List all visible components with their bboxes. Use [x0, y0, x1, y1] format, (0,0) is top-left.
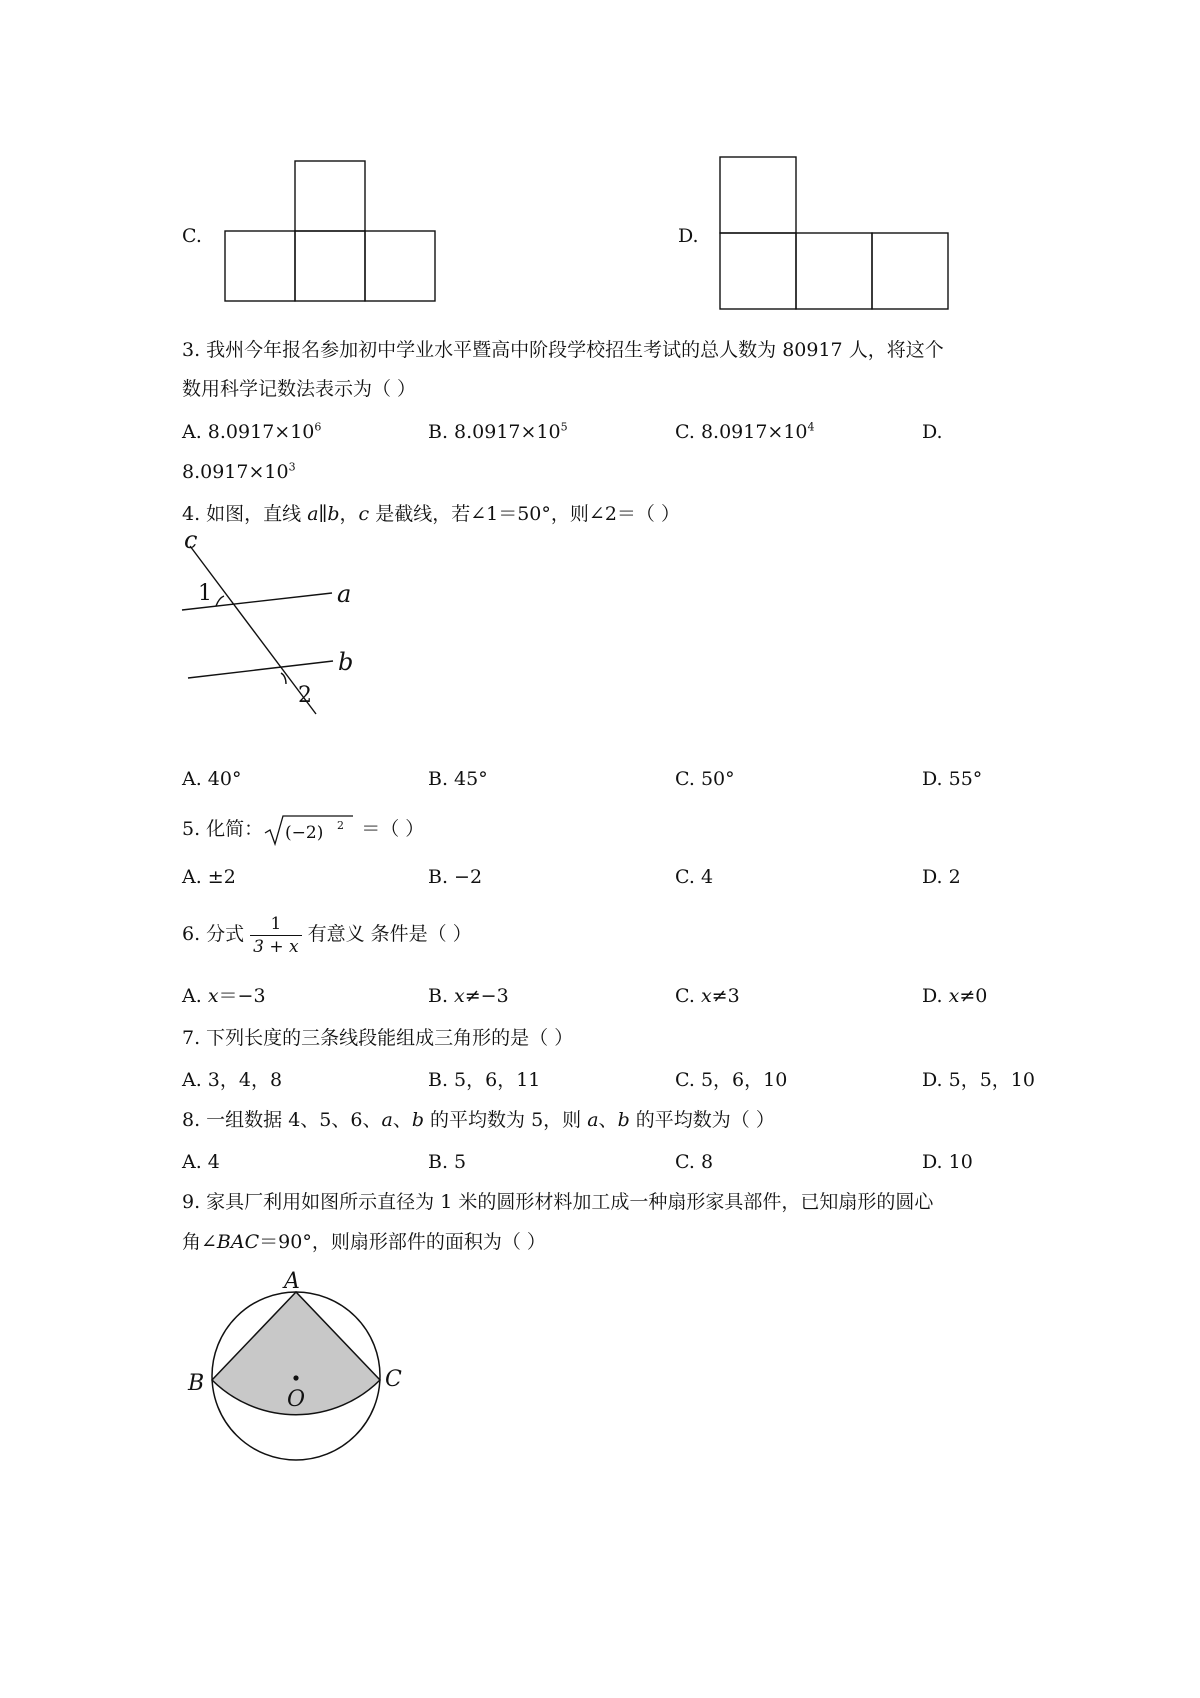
q5-option-c: C. 4: [675, 866, 714, 888]
q9-text-line1: 9. 家具厂利用如图所示直径为 1 米的圆形材料加工成一种扇形家具部件，已知扇形的圆心: [182, 1191, 934, 1213]
q3-option-d-exponent: 3: [288, 460, 296, 474]
label-B: B: [188, 1371, 205, 1396]
q6-option-a: A. x＝−3: [182, 985, 266, 1007]
line-b: [188, 661, 333, 678]
q3-option-c: C. $8.0917\times 10^4$: [675, 420, 815, 443]
angle-1-arc: [216, 596, 224, 606]
q5-option-a: A. ±2: [182, 866, 236, 888]
q3-option-c-exponent: 4: [807, 420, 815, 434]
q9-circle-sector-figure: [182, 1266, 422, 1476]
q7-option-d: D. 5，5，10: [922, 1069, 1035, 1091]
q5-option-b: B. −2: [428, 866, 483, 888]
q6-option-d: D. x≠0: [922, 985, 988, 1007]
label-b: b: [338, 648, 354, 676]
q6-fraction: [250, 913, 301, 958]
q3-option-d-label: D.: [922, 421, 943, 443]
svg-text:(−2): (−2): [285, 823, 324, 843]
net-figure-c: [220, 158, 440, 304]
q4-option-a: A. 40°: [182, 768, 242, 790]
q3-option-a: A. $8.0917\times 10^6$: [182, 420, 322, 443]
label-1: 1: [198, 581, 212, 606]
q6-denominator: 3 + x: [253, 936, 299, 957]
net-c-top-square: [295, 161, 365, 231]
q6-option-b: B. x≠−3: [428, 985, 509, 1007]
q8-text: 8. 一组数据 4、5、6、a、b 的平均数为 5，则 a、b 的平均数为（ ）: [182, 1109, 775, 1131]
q8-option-a: A. 4: [182, 1151, 220, 1173]
q6-text: 6. 分式 $\frac{1}{3 + x}$ 有意义 条件是（ ）: [182, 913, 472, 957]
q3-text-line2: 数用科学记数法表示为（ ）: [182, 378, 417, 400]
label-O: O: [287, 1387, 306, 1412]
q4-option-d: D. 55°: [922, 768, 983, 790]
q4-text: 4. 如图，直线 a∥b，c 是截线，若∠1＝50°，则∠2＝（ ）: [182, 503, 680, 525]
q7-text: 7. 下列长度的三条线段能组成三角形的是（ ）: [182, 1027, 574, 1049]
angle-2-arc: [281, 673, 286, 684]
net-c-left-square: [225, 231, 295, 301]
q6-numerator: 1: [250, 913, 301, 936]
label-A: A: [284, 1269, 300, 1294]
label-C: C: [385, 1367, 402, 1392]
q6-option-c: C. x≠3: [675, 985, 740, 1007]
net-c-middle-square: [295, 231, 365, 301]
net-c-right-square: [365, 231, 435, 301]
q3-option-a-exponent: 6: [314, 420, 322, 434]
q9-text-line2: 角∠BAC＝90°，则扇形部件的面积为（ ）: [182, 1231, 546, 1253]
net-figure-d: [714, 153, 954, 313]
q5-radical-sign: [263, 813, 355, 847]
q8-option-b: B. 5: [428, 1151, 467, 1173]
q3-option-b-exponent: 5: [560, 420, 568, 434]
label-c: c: [184, 530, 198, 554]
label-a: a: [337, 580, 352, 608]
q5-text: 5. 化简： (−2) 2 ＝（ ）: [182, 813, 424, 847]
q3-option-d: $8.0917\times 10^3$: [182, 460, 296, 483]
net-d-right-square: [872, 233, 948, 309]
option-c-label: C.: [182, 225, 202, 247]
q7-option-b: B. 5，6，11: [428, 1069, 541, 1091]
q5-option-d: D. 2: [922, 866, 961, 888]
q3-text-line1: 3. 我州今年报名参加初中学业水平暨高中阶段学校招生考试的总人数为 80917 人，将这个: [182, 339, 944, 361]
q8-option-d: D. 10: [922, 1151, 973, 1173]
q8-option-c: C. 8: [675, 1151, 714, 1173]
q7-option-c: C. 5，6，10: [675, 1069, 788, 1091]
svg-text:2: 2: [337, 819, 345, 832]
q4-option-b: B. 45°: [428, 768, 488, 790]
q7-option-a: A. 3，4，8: [182, 1069, 283, 1091]
net-d-top-square: [720, 157, 796, 233]
label-2: 2: [298, 683, 312, 708]
q4-option-c: C. 50°: [675, 768, 735, 790]
net-d-left-square: [720, 233, 796, 309]
q4-parallel-lines-figure: [176, 530, 376, 720]
option-d-label: D.: [678, 225, 699, 247]
q3-option-b: B. $8.0917\times 10^5$: [428, 420, 568, 443]
q5-sqrt-expression: [263, 813, 355, 847]
net-d-middle-square: [796, 233, 872, 309]
center-point-o: [293, 1375, 298, 1380]
